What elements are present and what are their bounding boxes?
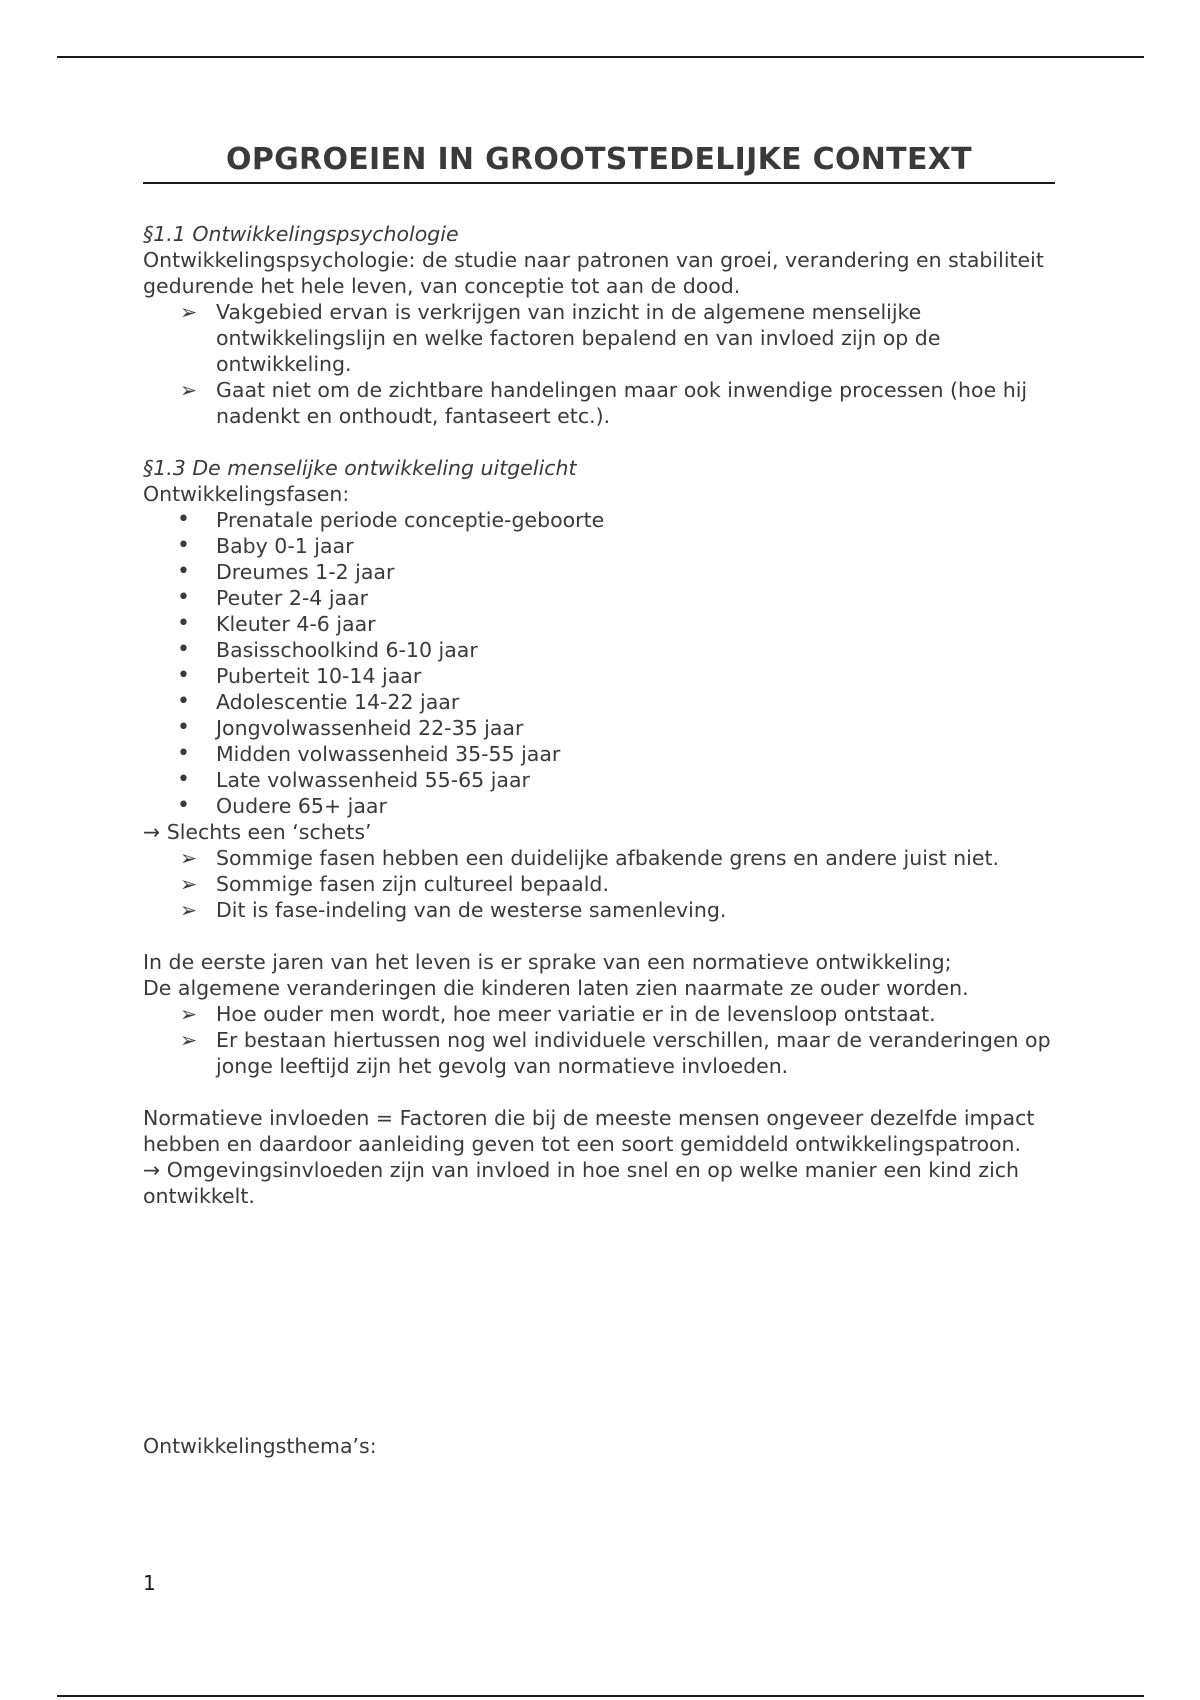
list-item: ➢ Er bestaan hiertussen nog wel individuele verschillen, maar de veranderingen op jonge leeftijd zijn het gevolg van normatieve invloeden.: [180, 1028, 1051, 1078]
section-heading-1-3: §1.3 De menselijke ontwikkeling uitgelicht: [143, 456, 577, 480]
arrow-bullet-icon: ➢: [180, 300, 198, 324]
arrow-bullet-icon: ➢: [180, 846, 198, 870]
normative-definition: Normatieve invloeden = Factoren die bij de meeste mensen ongeveer dezelfde impact hebben en daardoor aanleiding geven tot een soort gemiddeld ontwikkelingspatroon.: [143, 1106, 1035, 1156]
arrow-bullet-icon: ➢: [180, 1002, 198, 1026]
page-number: 1: [143, 1571, 156, 1595]
document-title: OPGROEIEN IN GROOTSTEDELIJKE CONTEXT: [143, 138, 1055, 184]
phases-list: [143, 507, 1063, 819]
arrow-bullet-icon: ➢: [180, 1028, 198, 1052]
list-item: • Kleuter 4-6 jaar: [177, 611, 376, 636]
arrow-list-sketch: [143, 845, 1063, 923]
sketch-note: → Slechts een ‘schets’: [143, 820, 372, 844]
arrow-bullet-icon: ➢: [180, 872, 198, 896]
list-item: ➢ Hoe ouder men wordt, hoe meer variatie er in de levensloop ontstaat.: [180, 1002, 936, 1026]
bullet-icon: •: [177, 559, 190, 584]
list-item: • Late volwassenheid 55-65 jaar: [177, 767, 530, 792]
bullet-icon: •: [177, 715, 190, 740]
list-item: ➢ Dit is fase-indeling van de westerse samenleving.: [180, 898, 727, 922]
bullet-icon: •: [177, 767, 190, 792]
list-item: ➢ Gaat niet om de zichtbare handelingen maar ook inwendige processen (hoe hij nadenkt en onthoudt, fantaseert etc.).: [180, 378, 1028, 428]
definition-paragraph: Ontwikkelingspsychologie: de studie naar patronen van groei, verandering en stabiliteit gedurende het hele leven, van conceptie tot aan de dood.: [143, 248, 1044, 298]
normative-intro-line: In de eerste jaren van het leven is er sprake van een normatieve ontwikkeling;: [143, 950, 952, 974]
list-item: • Oudere 65+ jaar: [177, 793, 387, 818]
bullet-icon: •: [177, 663, 190, 688]
bullet-icon: •: [177, 793, 190, 818]
themes-label: Ontwikkelingsthema’s:: [143, 1434, 377, 1458]
bullet-icon: •: [177, 741, 190, 766]
normative-intro-line: De algemene veranderingen die kinderen laten zien naarmate ze ouder worden.: [143, 976, 969, 1000]
arrow-list-section1: [143, 299, 1063, 429]
list-item: • Prenatale periode conceptie-geboorte: [177, 507, 605, 532]
list-item: • Jongvolwassenheid 22-35 jaar: [177, 715, 524, 740]
bullet-icon: •: [177, 637, 190, 662]
document-body: [143, 221, 1063, 1459]
bullet-icon: •: [177, 689, 190, 714]
list-item: • Puberteit 10-14 jaar: [177, 663, 422, 688]
bullet-icon: •: [177, 611, 190, 636]
list-item: • Adolescentie 14-22 jaar: [177, 689, 460, 714]
arrow-list-normative: [143, 1001, 1063, 1079]
bullet-icon: •: [177, 507, 190, 532]
list-item: ➢ Vakgebied ervan is verkrijgen van inzicht in de algemene menselijke ontwikkelingslijn en welke factoren bepalend en van invloed zijn op de ontwikkeling.: [180, 300, 941, 376]
footer-rule: [57, 1695, 1144, 1697]
list-item: • Dreumes 1-2 jaar: [177, 559, 395, 584]
bullet-icon: •: [177, 533, 190, 558]
section-heading-1-1: §1.1 Ontwikkelingspsychologie: [143, 222, 459, 246]
list-item: ➢ Sommige fasen zijn cultureel bepaald.: [180, 872, 609, 896]
list-item: • Peuter 2-4 jaar: [177, 585, 369, 610]
bullet-icon: •: [177, 585, 190, 610]
arrow-bullet-icon: ➢: [180, 898, 198, 922]
header-rule: [57, 56, 1144, 58]
list-item: • Basisschoolkind 6-10 jaar: [177, 637, 478, 662]
list-item: • Baby 0-1 jaar: [177, 533, 354, 558]
list-item: ➢ Sommige fasen hebben een duidelijke afbakende grens en andere juist niet.: [180, 846, 999, 870]
phases-label: Ontwikkelingsfasen:: [143, 482, 350, 506]
arrow-bullet-icon: ➢: [180, 378, 198, 402]
list-item: • Midden volwassenheid 35-55 jaar: [177, 741, 561, 766]
environment-note: → Omgevingsinvloeden zijn van invloed in hoe snel en op welke manier een kind zich ontwikkelt.: [143, 1158, 1020, 1208]
